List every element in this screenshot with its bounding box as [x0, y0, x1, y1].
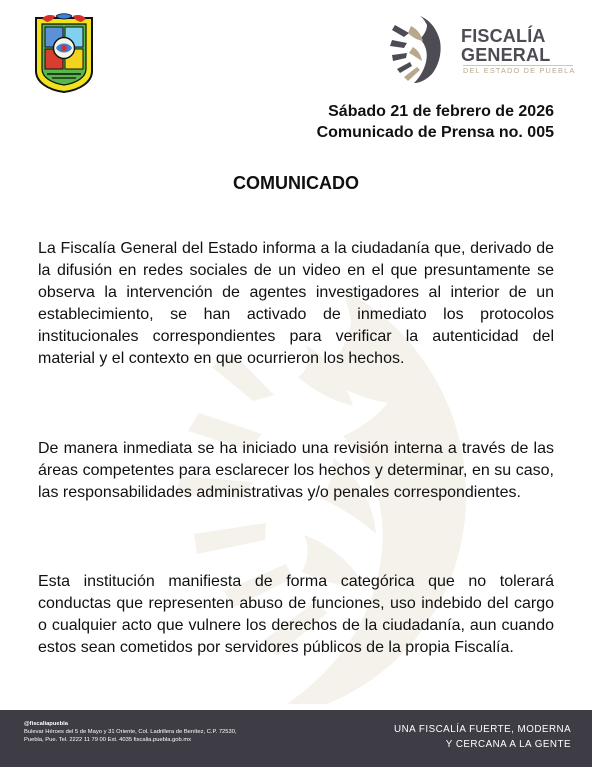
body-paragraph-1: La Fiscalía General del Estado informa a la ciudadanía que, derivado de la difusión en redes sociales de un video en el que presuntamente se observa la intervención de agentes investigadores al interior de un establecimiento, se han activado de inmediato los protocolos institucionales correspondientes para verificar la autenticidad del material y el contexto en que ocurrieron los hechos. — [38, 240, 554, 367]
brand-title-line-2: GENERAL — [461, 45, 551, 65]
footer-contact: Puebla, Pue. Tel. 2222 11 79 00 Ext. 4035 fiscalia.puebla.gob.mx — [24, 737, 192, 743]
brand-title-line-1: FISCALÍA — [461, 26, 546, 46]
page-title: COMUNICADO — [233, 173, 359, 193]
body-paragraph-3-wrapper — [38, 571, 554, 659]
puebla-state-coat-of-arms-icon — [29, 11, 99, 93]
fiscalia-profile-icon — [389, 12, 447, 84]
body-paragraph-2-wrapper — [38, 438, 554, 504]
body-paragraph-3: Esta institución manifiesta de forma categórica que no tolerará conductas que representen abuso de funciones, uso indebido del cargo o cualquier acto que vulnere los derechos de la ciudadanía, aun cuando estos sean cometidos por servidores públicos de la propia Fiscalía. — [38, 573, 554, 656]
body-paragraph-2: De manera inmediata se ha iniciado una revisión interna a través de las áreas competentes para esclarecer los hechos y determinar, en su caso, las responsabilidades administrativas y/o penales correspondientes. — [38, 440, 554, 501]
fiscalia-brand — [386, 10, 578, 86]
state-seal — [29, 11, 99, 93]
page-footer — [0, 710, 592, 767]
footer-slogan — [394, 722, 571, 752]
footer-contact-block — [24, 720, 294, 744]
social-handle: @fiscaliapuebla — [24, 721, 68, 727]
footer-slogan-line-2: Y CERCANA A LA GENTE — [445, 739, 571, 750]
footer-address: Bulevar Héroes del 5 de Mayo y 31 Oriente, Col. Ladrillera de Benítez, C.P. 72530, — [24, 729, 237, 735]
footer-slogan-line-1: UNA FISCALÍA FUERTE, MODERNA — [394, 724, 571, 735]
release-number: Comunicado de Prensa no. 005 — [316, 124, 554, 141]
release-date: Sábado 21 de febrero de 2026 — [328, 103, 554, 120]
body-paragraph-1-wrapper — [38, 238, 554, 370]
press-release-header — [317, 101, 554, 143]
brand-subtitle: DEL ESTADO DE PUEBLA — [463, 66, 576, 75]
